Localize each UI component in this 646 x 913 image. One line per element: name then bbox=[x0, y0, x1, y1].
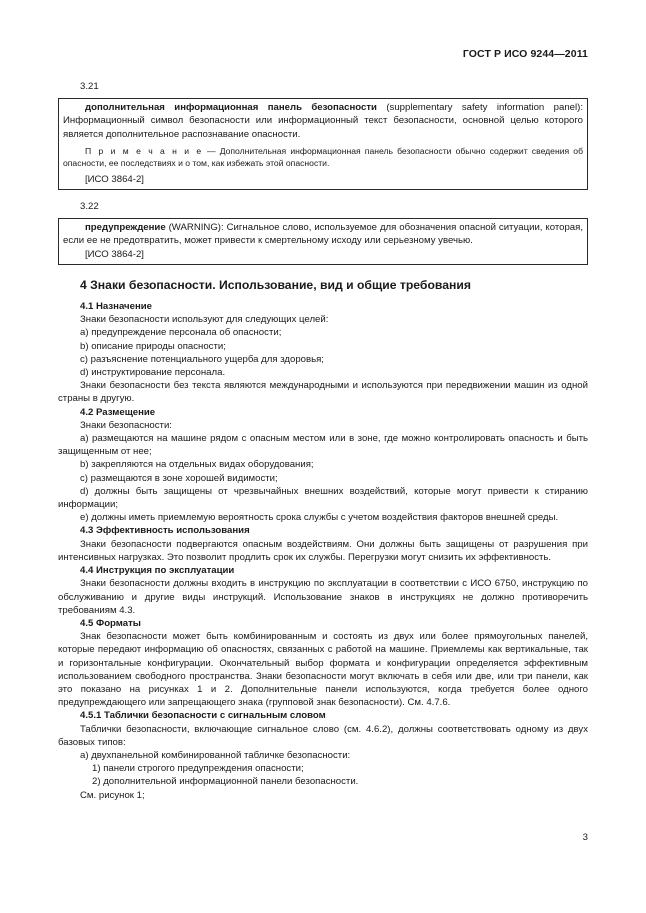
subsection-heading: 4.2 Размещение bbox=[80, 406, 156, 418]
list-item: a) двухпанельной комбинированной табличке безопасности: bbox=[80, 749, 351, 761]
list-item: a) предупреждение персонала об опасности; bbox=[80, 327, 282, 339]
note-text: — Дополнительная информационная панель безопасности обычно содержит сведения об опасности, ее последствиях и о том, как избежать этой опасности. bbox=[63, 145, 584, 168]
term-name: дополнительная информационная панель безопасности bbox=[85, 102, 377, 114]
term-reference: [ИСО 3864-2] bbox=[85, 248, 144, 260]
subsection-heading: 4.1 Назначение bbox=[80, 301, 152, 313]
term-reference: [ИСО 3864-2] bbox=[85, 173, 144, 185]
term-note bbox=[63, 145, 583, 169]
term-box-3-22 bbox=[58, 218, 588, 265]
page-number: 3 bbox=[582, 832, 588, 843]
figure-reference: См. рисунок 1; bbox=[80, 789, 145, 801]
term-definition-text: (WARNING): Сигнальное слово, используемое для обозначения опасной ситуации, которая, если ее не предотвратить, может привести к смертельному исходу или серьезному увечью. bbox=[63, 222, 583, 247]
paragraph: Знаки безопасности используют для следующих целей: bbox=[80, 314, 329, 326]
list-item: c) размещаются в зоне хорошей видимости; bbox=[80, 472, 278, 484]
subsection-heading: 4.5 Форматы bbox=[80, 617, 141, 629]
document-header: ГОСТ Р ИСО 9244—2011 bbox=[462, 48, 588, 60]
term-number: 3.22 bbox=[80, 201, 99, 213]
paragraph: Знаки безопасности подвергаются опасным воздействиям. Они должны быть защищены от разрушения при интенсивных нагрузках. Это позволит продлить срок их службы. Перегрузки могут снизить их эффективность. bbox=[58, 538, 588, 563]
note-label: П р и м е ч а н и е bbox=[85, 145, 203, 156]
paragraph: Знак безопасности может быть комбинированным и состоять из двух или более прямоугольных панелей, которые передают информацию об опасностях, связанных с работой на машине. Приемлемы как вертикальные, так и горизонтальные конфигурации. Окончательный выбор формата и конфигурации определяется эффективным использованием свободного пространства. Знаки безопасности могут включать в себя или две, или три панели, как это показано на рисунках 1 и 2. Дополнительные панели используются, когда требуется более одного предупреждающего или запрещающего знака (групповой знак безопасности). См. 4.7.6. bbox=[58, 631, 588, 709]
page-content bbox=[58, 70, 588, 802]
list-item: a) размещаются на машине рядом с опасным местом или в зоне, где можно контролировать опасность и быть защищенным от нее; bbox=[58, 433, 588, 458]
term-number: 3.21 bbox=[80, 81, 99, 92]
section-title: 4 Знаки безопасности. Использование, вид и общие требования bbox=[80, 277, 471, 292]
subsection-heading: 4.5.1 Таблички безопасности с сигнальным словом bbox=[80, 710, 326, 722]
list-subitem: 1) панели строгого предупреждения опасности; bbox=[92, 763, 304, 775]
list-item: b) описание природы опасности; bbox=[80, 340, 226, 352]
subsection-heading: 4.3 Эффективность использования bbox=[80, 525, 250, 537]
subsection-heading: 4.4 Инструкция по эксплуатации bbox=[80, 565, 235, 577]
paragraph: Знаки безопасности: bbox=[80, 419, 172, 431]
term-definition bbox=[63, 221, 583, 247]
term-name: предупреждение bbox=[85, 222, 166, 234]
list-item: d) инструктирование персонала. bbox=[80, 367, 226, 379]
term-box-3-21 bbox=[58, 98, 588, 190]
list-item: b) закрепляются на отдельных видах оборудования; bbox=[80, 459, 314, 471]
list-subitem: 2) дополнительной информационной панели безопасности. bbox=[92, 776, 359, 788]
term-definition-text: (supplementary safety information panel): Информационный символ безопасности или информационный текст безопасности, основной целью которого является дополнительное распознавание опасности. bbox=[63, 102, 583, 140]
paragraph: Знаки безопасности должны входить в инструкцию по эксплуатации в соответствии с ИСО 6750, инструкцию по обслуживанию и другие виды инструкций. Использование знаков в инструкциях не должно противоречить требованиям 4.3. bbox=[58, 578, 588, 616]
paragraph: Знаки безопасности без текста являются международными и используются при передвижении машин из одной страны в другую. bbox=[58, 380, 588, 405]
term-definition bbox=[63, 101, 583, 141]
list-item: e) должны иметь приемлемую вероятность срока службы с учетом воздействия факторов внешней среды. bbox=[80, 512, 559, 524]
list-item: c) разъяснение потенциального ущерба для здоровья; bbox=[80, 353, 324, 365]
list-item: d) должны быть защищены от чрезвычайных внешних воздействий, которые могут привести к стиранию информации; bbox=[58, 485, 588, 511]
paragraph: Таблички безопасности, включающие сигнальное слово (см. 4.6.2), должны соответствовать одному из двух базовых типов: bbox=[58, 723, 588, 748]
